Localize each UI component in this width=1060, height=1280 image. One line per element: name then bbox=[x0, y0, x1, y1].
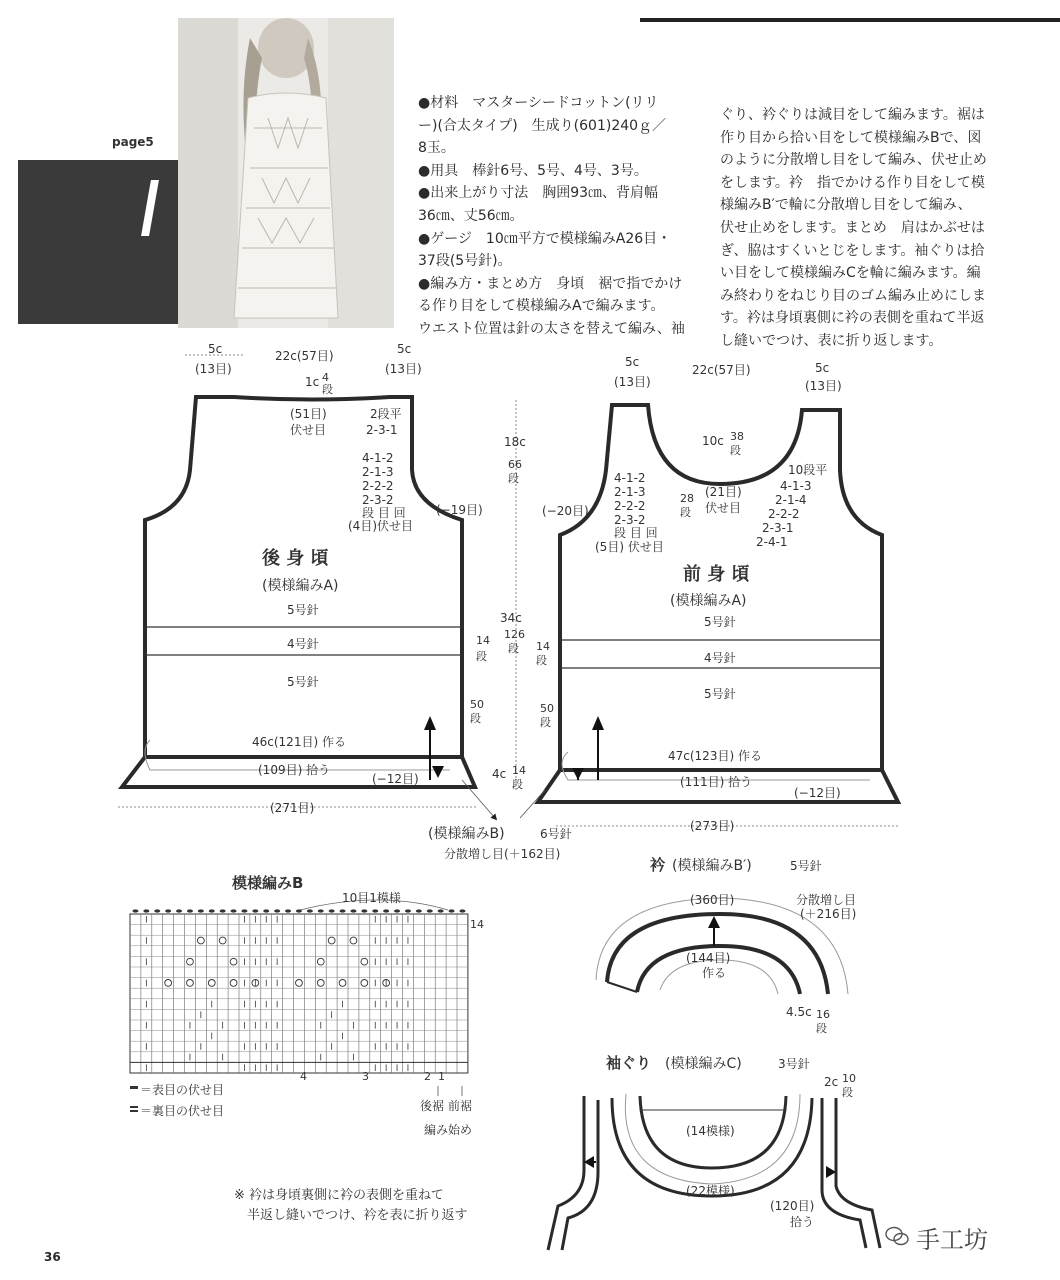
col1-line: ウエスト位置は針の太さを替えて編み、袖 bbox=[418, 320, 685, 337]
col1-line: 37段(5号針)。 bbox=[418, 253, 512, 270]
col2-line: をします。衿 指でかける作り目をして模 bbox=[720, 174, 985, 191]
col2-line: 作り目から拾い目をして模様編みBで、図 bbox=[720, 129, 982, 146]
armhole-pickup-label: 拾う bbox=[790, 1215, 815, 1229]
front-neck-dec-l2: 2-1-3 bbox=[614, 485, 646, 499]
front-arm-rows: 28 bbox=[680, 492, 694, 505]
front-waist-unit: 段 bbox=[536, 654, 547, 667]
front-top-left-width: 5c bbox=[625, 355, 640, 369]
col1-line: ●出来上がり寸法 胸囲93㎝、背肩幅 bbox=[418, 185, 659, 202]
back-neck-bindoff-label: 伏せ目 bbox=[290, 423, 327, 437]
back-top-left-width: 5c bbox=[208, 342, 223, 356]
collar-needle: 5号針 bbox=[790, 859, 822, 873]
front-hem-dec: (−12目) bbox=[794, 786, 841, 800]
hem-needle: 6号針 bbox=[540, 827, 572, 841]
front-neck-bindoff-label: 伏せ目 bbox=[705, 501, 742, 515]
hem-pattern-title: (模様編みB) bbox=[428, 826, 505, 842]
back-neck-bindoff-count: (51目) bbox=[290, 407, 327, 421]
back-needle-4: 4号針 bbox=[287, 637, 319, 651]
front-needle-5-top: 5号針 bbox=[704, 615, 736, 629]
collar-inner: (144目) bbox=[686, 951, 731, 965]
center-hem-unit: 段 bbox=[512, 778, 523, 791]
chart-b-front-hem: 前裾 bbox=[448, 1099, 473, 1113]
footnote bbox=[234, 1186, 467, 1226]
stitch-chart-b bbox=[130, 874, 484, 1137]
armhole-diagram bbox=[548, 1054, 880, 1250]
col1-line: ●材料 マスターシードコットン(リリ bbox=[418, 95, 659, 111]
back-neck-depth-rows: 4 bbox=[322, 371, 329, 384]
col2-line: ぎ、脇はすくいとじをします。袖ぐりは拾 bbox=[720, 242, 985, 259]
col1-line: ー)(合太タイプ) 生成り(601)240ｇ／ bbox=[418, 117, 667, 134]
back-body-diagram bbox=[118, 342, 490, 815]
footnote-line-2: 半返し縫いでつけ、衿を表に折り返す bbox=[234, 1208, 468, 1223]
back-body-subtitle: (模様編みA) bbox=[262, 578, 339, 594]
back-hem-width: (271目) bbox=[270, 801, 315, 815]
col2-line: し縫いでつけ、表に折り返します。 bbox=[720, 332, 943, 349]
back-arm-dec-3: 2-2-2 bbox=[362, 479, 394, 493]
back-top-right-width: 5c bbox=[397, 342, 412, 356]
front-neck-dec-r4: 2-3-1 bbox=[762, 521, 794, 535]
front-top-mid: 22c(57目) bbox=[692, 363, 751, 377]
center-dimensions bbox=[492, 400, 526, 791]
chart-b-start: 編み始め bbox=[424, 1123, 473, 1137]
back-top-right-rows: (13目) bbox=[385, 362, 422, 376]
center-hem-rows: 14 bbox=[512, 764, 526, 777]
front-lower-rows: 50 bbox=[540, 702, 554, 715]
front-neck-bindoff-count: (21目) bbox=[705, 485, 742, 499]
col2-line: す。衿は身頃裏側に衿の表側を重ねて半返 bbox=[720, 310, 985, 327]
front-neck-dec-l4: 2-3-2 bbox=[614, 513, 646, 527]
col2-line: のように分散増し目をして編み、伏せ止め bbox=[720, 152, 987, 169]
front-body-subtitle: (模様編みA) bbox=[670, 593, 747, 609]
front-neck-dec-r3: 2-2-2 bbox=[768, 507, 800, 521]
front-top-right-rows: (13目) bbox=[805, 379, 842, 393]
armhole-subtitle: (模様編みC) bbox=[665, 1056, 742, 1072]
front-neck-dec-l1: 4-1-2 bbox=[614, 471, 646, 485]
front-neck-dec-r2: 2-1-4 bbox=[775, 493, 807, 507]
hem-label bbox=[428, 780, 572, 861]
col2-line: い目をして模様編みCを輪に編みます。編 bbox=[720, 265, 981, 282]
col1-line: ●ゲージ 10㎝平方で模様編みA26目・ bbox=[418, 230, 672, 247]
back-arm-bindoff: (4目)伏せ目 bbox=[348, 519, 413, 533]
center-lower-unit: 段 bbox=[508, 642, 519, 655]
armhole-height-unit: 段 bbox=[842, 1086, 853, 1099]
watermark: 手工坊 bbox=[916, 1226, 988, 1254]
chart-b-row-top: 14 bbox=[470, 918, 484, 931]
chart-b-grid bbox=[130, 909, 468, 1073]
front-top-right-width: 5c bbox=[815, 361, 830, 375]
front-neck-depth: 10c bbox=[702, 434, 724, 448]
back-neck-depth: 1c bbox=[305, 375, 320, 389]
back-arm-dec-2: 2-1-3 bbox=[362, 465, 394, 479]
chart-b-back-hem: 後裾 bbox=[420, 1099, 445, 1113]
armhole-height-rows: 10 bbox=[842, 1072, 856, 1085]
armhole-title: 袖ぐり bbox=[606, 1054, 652, 1072]
back-top-mid: 22c(57目) bbox=[275, 349, 334, 363]
back-pickup: (109目) 拾う bbox=[258, 763, 331, 777]
center-upper-length: 18c bbox=[504, 435, 526, 449]
front-needle-5-bottom: 5号針 bbox=[704, 687, 736, 701]
front-lower-unit: 段 bbox=[540, 716, 551, 729]
collar-subtitle: (模様編みB′) bbox=[672, 858, 752, 874]
center-hem-length: 4c bbox=[492, 767, 507, 781]
collar-inner-label: 作る bbox=[702, 966, 727, 980]
chart-b-col-1: 1 bbox=[438, 1070, 445, 1083]
chart-b-col-3: 3 bbox=[362, 1070, 369, 1083]
footnote-line-1: ※ 衿は身頃裏側に衿の表側を重ねて bbox=[234, 1188, 444, 1203]
center-upper-rows: 66 bbox=[508, 458, 522, 471]
col2-line: ぐり、衿ぐりは減目をして編みます。裾は bbox=[720, 107, 985, 123]
front-side-dec: (−20目) bbox=[542, 504, 589, 518]
back-hem-dec: (−12目) bbox=[372, 772, 419, 786]
chart-b-title: 模様編みB bbox=[232, 874, 304, 892]
center-lower-length: 34c bbox=[500, 611, 522, 625]
chart-b-col-4: 4 bbox=[300, 1070, 307, 1083]
armhole-pickup-count: (120目) bbox=[770, 1199, 815, 1213]
col1-line: 8玉。 bbox=[418, 140, 455, 157]
collar-diagram bbox=[596, 856, 856, 1035]
col2-line: 伏せ止めをします。まとめ 肩はかぶせは bbox=[720, 219, 985, 236]
collar-title: 衿 bbox=[650, 856, 666, 874]
front-neck-depth-rows: 38 bbox=[730, 430, 744, 443]
back-needle-5-bottom: 5号針 bbox=[287, 675, 319, 689]
armhole-height: 2c bbox=[824, 1075, 839, 1089]
front-neck-dec-r5: 2-4-1 bbox=[756, 535, 788, 549]
back-lower-unit: 段 bbox=[470, 712, 481, 725]
back-arm-dec-header: 段 目 回 bbox=[362, 506, 406, 520]
front-body-title: 前 身 頃 bbox=[683, 564, 750, 585]
front-top-left-rows: (13目) bbox=[614, 375, 651, 389]
armhole-inner: (14模様) bbox=[686, 1124, 735, 1138]
front-neck-dec-r1: 4-1-3 bbox=[780, 479, 812, 493]
back-needle-5-top: 5号針 bbox=[287, 603, 319, 617]
collar-height: 4.5c bbox=[786, 1005, 812, 1019]
front-neck-flat: 10段平 bbox=[788, 463, 828, 477]
page-label: page5 bbox=[112, 135, 154, 149]
armhole-needle: 3号針 bbox=[778, 1057, 810, 1071]
back-body-title: 後 身 頃 bbox=[262, 548, 329, 569]
back-arm-dec-1: 4-1-2 bbox=[362, 451, 394, 465]
front-neck-depth-unit: 段 bbox=[730, 444, 741, 457]
chart-b-repeat: 10目1模様 bbox=[342, 891, 401, 905]
col1-line: ●用具 棒針6号、5号、4号、3号。 bbox=[418, 162, 648, 179]
back-waist-rows: 14 bbox=[476, 634, 490, 647]
hem-increase: 分散増し目(＋162目) bbox=[444, 847, 561, 861]
front-hem-width: (273目) bbox=[690, 819, 735, 833]
front-cast-on: 47c(123目) 作る bbox=[668, 749, 762, 763]
col1-line: ●編み方・まとめ方 身頃 裾で指でかけ bbox=[418, 275, 683, 292]
front-needle-4: 4号針 bbox=[704, 651, 736, 665]
back-top-left-rows: (13目) bbox=[195, 362, 232, 376]
collar-height-unit: 段 bbox=[816, 1022, 827, 1035]
armhole-outer: (22模様) bbox=[686, 1184, 735, 1198]
front-arm-bindoff: (5目) 伏せ目 bbox=[595, 540, 664, 554]
wechat-icon bbox=[885, 1226, 909, 1246]
col2-line: み終わりをねじり目のゴム編み止めにしま bbox=[720, 287, 986, 304]
chart-b-legend-purl: ＝裏目の伏せ目 bbox=[140, 1104, 225, 1118]
collar-increase: (＋216目) bbox=[800, 907, 857, 921]
back-waist-unit: 段 bbox=[476, 650, 487, 663]
back-lower-rows: 50 bbox=[470, 698, 484, 711]
front-waist-rows: 14 bbox=[536, 640, 550, 653]
page-number: 36 bbox=[44, 1250, 61, 1264]
col2-line: 様編みB′で輪に分散増し目をして編み、 bbox=[720, 197, 972, 214]
back-side-dec: (−19目) bbox=[436, 503, 483, 517]
back-cast-on: 46c(121目) 作る bbox=[252, 735, 346, 749]
front-pickup: (111目) 拾う bbox=[680, 775, 753, 789]
col1-line: る作り目をして模様編みAで編みます。 bbox=[418, 298, 665, 315]
front-body-diagram bbox=[536, 355, 900, 833]
front-arm-rows-unit: 段 bbox=[680, 506, 691, 519]
center-lower-rows: 126 bbox=[504, 628, 525, 641]
collar-height-rows: 16 bbox=[816, 1008, 830, 1021]
chart-b-legend-knit: ＝表目の伏せ目 bbox=[140, 1083, 225, 1097]
back-neck-dec: 2-3-1 bbox=[366, 423, 398, 437]
collar-outer: (360目) bbox=[690, 893, 735, 907]
collar-increase-label: 分散増し目 bbox=[796, 893, 857, 907]
front-neck-dec-l3: 2-2-2 bbox=[614, 499, 646, 513]
front-neck-dec-header: 段 目 回 bbox=[614, 526, 658, 540]
col1-line: 36㎝、丈56㎝。 bbox=[418, 207, 524, 224]
back-neck-depth-unit: 段 bbox=[322, 383, 333, 396]
center-upper-unit: 段 bbox=[508, 472, 519, 485]
back-neck-flat: 2段平 bbox=[370, 407, 402, 421]
chart-b-col-2: 2 bbox=[424, 1070, 431, 1083]
back-arm-dec-4: 2-3-2 bbox=[362, 493, 394, 507]
